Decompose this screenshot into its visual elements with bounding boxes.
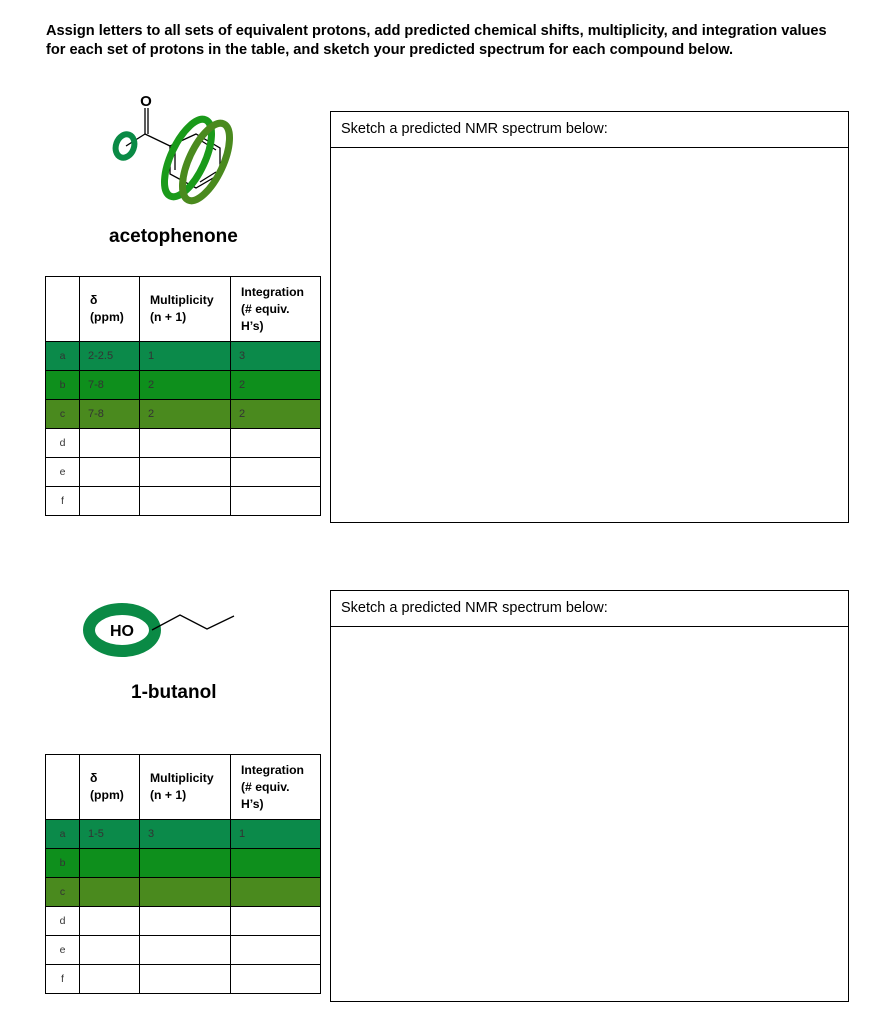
shift-cell[interactable]	[80, 458, 140, 487]
row-label: e	[46, 458, 80, 487]
integration-cell[interactable]	[231, 878, 321, 907]
shift-cell[interactable]: 1-5	[80, 820, 140, 849]
spectrum-sketch-box-acetophenone[interactable]	[330, 111, 849, 523]
oxygen-atom-label: O	[140, 93, 152, 110]
table-row	[46, 878, 321, 907]
row-label: f	[46, 965, 80, 994]
row-label: f	[46, 487, 80, 516]
table-row	[46, 371, 321, 400]
multiplicity-column-header: Multiplicity (n + 1)	[140, 277, 231, 342]
table-row	[46, 487, 321, 516]
spectrum-sketch-box-1-butanol[interactable]	[330, 590, 849, 1002]
table-row	[46, 936, 321, 965]
integration-cell[interactable]	[231, 487, 321, 516]
table-row	[46, 400, 321, 429]
label-column-header	[46, 277, 80, 342]
integration-cell[interactable]: 2	[231, 371, 321, 400]
sketch-box-label: Sketch a predicted NMR spectrum below:	[331, 112, 848, 148]
instructions: Assign letters to all sets of equivalent protons, add predicted chemical shifts, multiplicity, and integration values for each set of protons in the table, and sketch your predicted spectrum for each compound below.	[46, 23, 827, 58]
multiplicity-cell[interactable]	[140, 878, 231, 907]
integration-cell[interactable]	[231, 429, 321, 458]
shift-column-header: δ (ppm)	[80, 277, 140, 342]
integration-cell[interactable]: 3	[231, 342, 321, 371]
nmr-table-1-butanol	[45, 754, 321, 994]
table-row	[46, 820, 321, 849]
table-row	[46, 342, 321, 371]
multiplicity-cell[interactable]	[140, 487, 231, 516]
label-column-header	[46, 755, 80, 820]
table-row	[46, 849, 321, 878]
multiplicity-cell[interactable]	[140, 849, 231, 878]
integration-cell[interactable]: 1	[231, 820, 321, 849]
shift-cell[interactable]	[80, 487, 140, 516]
table-header-row	[46, 755, 321, 820]
multiplicity-cell[interactable]	[140, 429, 231, 458]
nmr-table-acetophenone	[45, 276, 321, 516]
shift-cell[interactable]	[80, 429, 140, 458]
integration-cell[interactable]	[231, 849, 321, 878]
table-header-row	[46, 277, 321, 342]
shift-cell[interactable]	[80, 965, 140, 994]
integration-column-header: Integration (# equiv. H’s)	[231, 277, 321, 342]
multiplicity-column-header: Multiplicity (n + 1)	[140, 755, 231, 820]
integration-column-header: Integration (# equiv. H’s)	[231, 755, 321, 820]
multiplicity-cell[interactable]: 2	[140, 400, 231, 429]
shift-cell[interactable]: 7-8	[80, 371, 140, 400]
multiplicity-cell[interactable]	[140, 458, 231, 487]
integration-cell[interactable]	[231, 936, 321, 965]
multiplicity-cell[interactable]: 2	[140, 371, 231, 400]
acetophenone-structure	[100, 88, 250, 213]
sketch-box-label: Sketch a predicted NMR spectrum below:	[331, 591, 848, 627]
hydroxyl-label: HO	[110, 623, 134, 640]
row-label: c	[46, 400, 80, 429]
compound-name-acetophenone: acetophenone	[109, 226, 238, 247]
row-label: d	[46, 429, 80, 458]
integration-cell[interactable]	[231, 907, 321, 936]
integration-cell[interactable]: 2	[231, 400, 321, 429]
multiplicity-cell[interactable]: 3	[140, 820, 231, 849]
multiplicity-cell[interactable]	[140, 965, 231, 994]
row-label: a	[46, 820, 80, 849]
row-label: a	[46, 342, 80, 371]
multiplicity-cell[interactable]: 1	[140, 342, 231, 371]
shift-cell[interactable]	[80, 936, 140, 965]
shift-column-header: δ (ppm)	[80, 755, 140, 820]
1-butanol-structure	[80, 598, 240, 662]
table-row	[46, 429, 321, 458]
shift-cell[interactable]	[80, 878, 140, 907]
table-row	[46, 965, 321, 994]
shift-cell[interactable]: 7-8	[80, 400, 140, 429]
multiplicity-cell[interactable]	[140, 936, 231, 965]
shift-cell[interactable]	[80, 849, 140, 878]
table-row	[46, 458, 321, 487]
row-label: c	[46, 878, 80, 907]
shift-cell[interactable]	[80, 907, 140, 936]
compound-name-1-butanol: 1-butanol	[131, 682, 217, 703]
integration-cell[interactable]	[231, 965, 321, 994]
proton-set-a-highlight	[112, 132, 137, 161]
row-label: b	[46, 849, 80, 878]
row-label: d	[46, 907, 80, 936]
multiplicity-cell[interactable]	[140, 907, 231, 936]
row-label: e	[46, 936, 80, 965]
integration-cell[interactable]	[231, 458, 321, 487]
shift-cell[interactable]: 2-2.5	[80, 342, 140, 371]
row-label: b	[46, 371, 80, 400]
table-row	[46, 907, 321, 936]
